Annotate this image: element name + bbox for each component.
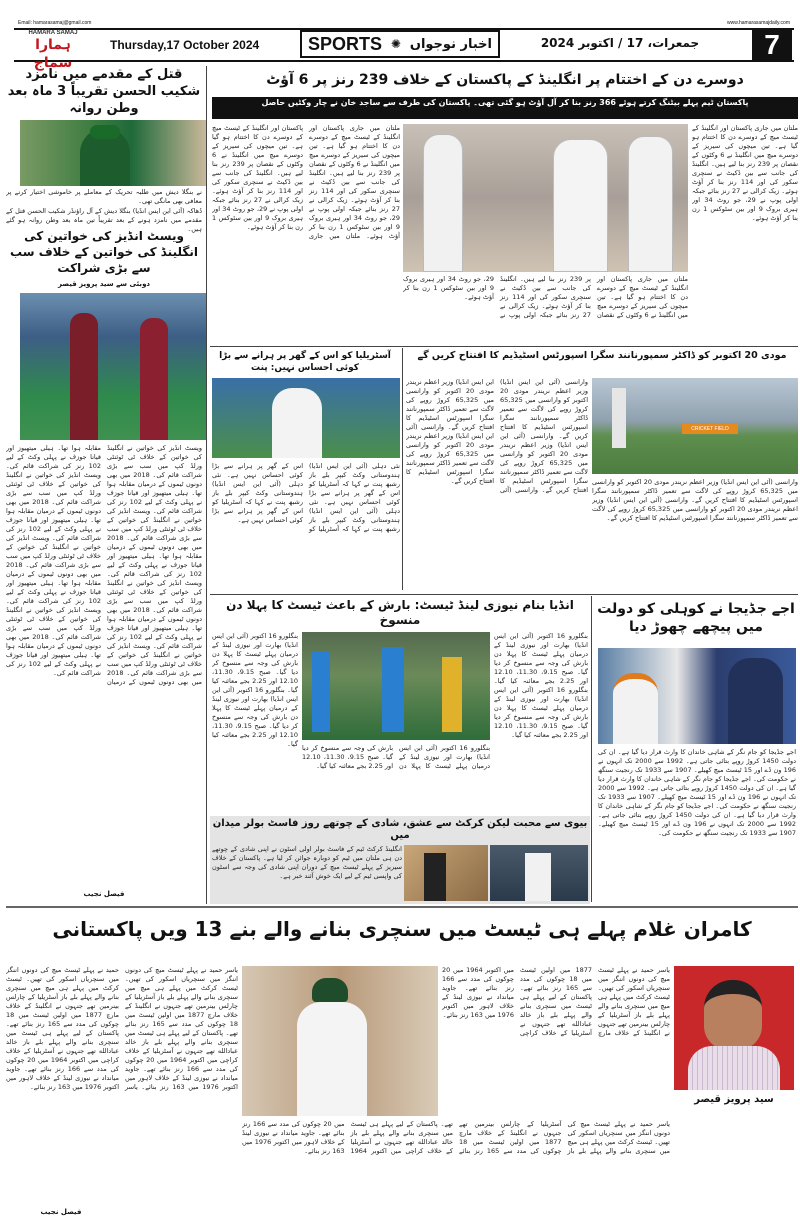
flower-icon: ✺ (390, 37, 401, 51)
divider (210, 346, 798, 347)
kamran-headline: کامران غلام پہلے ہی ٹیسٹ میں سنچری بنانے والے بنے 13 ویں پاکستانی (52, 917, 752, 941)
westindies-text: ویسٹ انڈیز کی خواتین نے انگلینڈ کی خواتین کے خلاف ٹی ٹوئنٹی ورلڈ کپ میں سب سے بڑی شراکت قائم کی۔ 2018 میں بھی دونوں ٹیموں کے درمیان مقابلہ ہوا تھا۔ ہیلی میتھیوز اور قیانا جوزف نے پہلی وکٹ کے لیے 102 رنز کی شراکت قائم کی۔ (107, 444, 202, 515)
kamran-photo (242, 966, 438, 1116)
modi-text: وارانسی (آئی این ایس انڈیا) وزیر اعظم نریندر مودی 20 اکتوبر کو وارانسی میں 65,325 کروڑ روپے کی لاگت سے تعمیر ڈاکٹر سمپورنانند سگرا اسپورٹس اسٹیڈیم کا افتتاح کریں گے۔ (406, 378, 539, 494)
main-body-left (212, 124, 400, 342)
kamran-body-left (6, 966, 238, 1204)
australia-headline: آسٹریلیا کو اس کے گھر پر ہرانے سے بڑا کوئی احساس نہیں: پنت (219, 351, 391, 373)
main-text: ملتان میں جاری پاکستان اور انگلینڈ کے ٹیسٹ میچ کے دوسرے دن کا اختتام ہو گیا ہے۔ تین میچوں کی سیریز کے دوسرے میچ میں انگلینڈ نے 6 وکٹوں کے نقصان پر 239 رنز بنا لیے ہیں۔ انگلینڈ کی جانب سے بین ڈکیٹ نے سنچری سکور کی اور 114 رنز بنا کر آؤٹ ہوئے۔ زیک کرالی نے 27 رنز بنائے جبکہ اولی پوپ نے 29، جو روٹ 34 اور ہیری بروک 9 اور بین سٹوکس 1 رن بنا کر آؤٹ ہوئے۔ (212, 124, 361, 240)
main-strapline: پاکستان ٹیم پہلے بیٹنگ کرتے ہوئے 366 رنز بنا کر آل آؤٹ ہو گئی تھی۔ پاکستان کی طرف سے ساجد خان نے چار وکٹیں حاصل (212, 97, 798, 119)
westindies-photo (20, 293, 206, 440)
indnz-text: بنگلورو 16 اکتوبر (آئی این ایس انڈیا) بھارت اور نیوزی لینڈ کے درمیان پہلے ٹیسٹ کا پہلا دن بارش کی وجہ سے منسوخ کر دیا گیا۔ صبح 9.15، 11.30، 12.10 اور 2.25 بجے معائنہ کیا گیا۔ (212, 686, 298, 748)
westindies-byline: دوبئی سے سید پرویز قیصر (57, 280, 151, 288)
section-english: SPORTS (308, 33, 383, 54)
modi-body (406, 378, 588, 590)
modi-text: وارانسی (آئی این ایس انڈیا) وزیر اعظم نریندر مودی 20 اکتوبر کو وارانسی میں 65,325 کروڑ روپے کی لاگت سے تعمیر ڈاکٹر سمپورنانند سگرا اسپورٹس اسٹیڈیم کا افتتاح کریں گے۔ (500, 432, 588, 494)
stadium-sign: CRICKET FIELD (682, 424, 738, 434)
section-urdu: اخبار نوجواں (409, 36, 492, 52)
stadium-photo (592, 378, 798, 474)
logo-urdu: ہمارا سماج (33, 37, 73, 71)
masthead-email: Email: hamarasamaj@gmail.com (18, 20, 92, 26)
main-text: ملتان میں جاری پاکستان اور انگلینڈ کے ٹیسٹ میچ کے دوسرے دن کا اختتام ہو گیا ہے۔ تین میچوں کی سیریز کے دوسرے میچ میں انگلینڈ نے 6 وکٹوں کے نقصان پر 239 رنز بنا لیے ہیں۔ انگلینڈ کی جانب سے بین ڈکیٹ نے سنچری سکور کی اور 114 رنز بنا کر آؤٹ ہوئے۔ زیک کرالی نے 27 رنز بنائے جبکہ اولی پوپ نے 29، جو روٹ 34 اور ہیری بروک 9 اور بین سٹوکس 1 رن بنا کر آؤٹ ہوئے۔ (403, 275, 688, 319)
bowler-photo (490, 845, 588, 901)
westindies-text: ویسٹ انڈیز کی خواتین نے انگلینڈ کی خواتین کے خلاف ٹی ٹوئنٹی ورلڈ کپ میں سب سے بڑی شراکت قائم کی۔ 2018 میں بھی دونوں ٹیموں کے درمیان مقابلہ ہوا تھا۔ ہیلی میتھیوز اور قیانا جوزف نے پہلی وکٹ کے لیے 102 رنز کی شراکت قائم کی۔ (6, 534, 101, 605)
australia-text: نئی دہلی (آئی این ایس انڈیا) ہندوستانی وکٹ کیپر بلے باز رشبھ پنت نے کہا کہ آسٹریلیا کو اس کے گھر پر ہرانے سے بڑا کوئی احساس نہیں ہے۔ (212, 462, 400, 533)
modi-text: وارانسی (آئی این ایس انڈیا) وزیر اعظم نریندر مودی 20 اکتوبر کو وارانسی میں 65,325 کروڑ روپے کی لاگت سے تعمیر ڈاکٹر سمپورنانند سگرا اسپورٹس اسٹیڈیم کا افتتاح کریں گے۔ (592, 478, 798, 504)
main-body-right (692, 124, 798, 342)
kamran-body-lower (242, 1120, 670, 1222)
date-urdu: جمعرات، 17 / اکتوبر 2024 (540, 36, 700, 50)
jadeja-text: اجے جڈیجا کو جام نگر کے شاہی خاندان کا وارث قرار دیا گیا ہے۔ ان کی دولت 1450 کروڑ روپے بتائی جاتی ہے۔ 1992 سے 2000 تک انہوں نے 196 ون ڈے اور 15 ٹیسٹ میچ کھیلے۔ 1907 سے 1933 تک رنجیت سنگھ نے حکومت کی۔ (598, 748, 796, 783)
shakib-body: ڈھاکہ (آئی این ایس انڈیا) بنگلا دیش کے آل راؤنڈر شکیب الحسن قتل کے مقدمے میں نامزد ہونے کے بعد تقریباً تین ماہ بعد وطن روانہ ہو گئے ہیں۔ (6, 207, 202, 233)
modi-text: وارانسی (آئی این ایس انڈیا) وزیر اعظم نریندر مودی 20 اکتوبر کو وارانسی میں 65,325 کروڑ روپے کی لاگت سے تعمیر ڈاکٹر سمپورنانند سگرا اسپورٹس اسٹیڈیم کا افتتاح کریں گے۔ (592, 496, 798, 522)
indnz-text: بنگلورو 16 اکتوبر (آئی این ایس انڈیا) بھارت اور نیوزی لینڈ کے درمیان پہلے ٹیسٹ کا پہلا دن بارش کی وجہ سے منسوخ کر دیا گیا۔ صبح 9.15، 11.30، 12.10 اور 2.25 بجے معائنہ کیا گیا۔ (494, 686, 588, 739)
indnz-photo (302, 632, 490, 740)
indnz-body-middle (302, 744, 490, 812)
modi-text: وارانسی (آئی این ایس انڈیا) وزیر اعظم نریندر مودی 20 اکتوبر کو وارانسی میں 65,325 کروڑ روپے کی لاگت سے تعمیر ڈاکٹر سمپورنانند سگرا اسپورٹس اسٹیڈیم کا افتتاح کریں گے۔ (406, 423, 495, 485)
indnz-text: بنگلورو 16 اکتوبر (آئی این ایس انڈیا) بھارت اور نیوزی لینڈ کے درمیان پہلے ٹیسٹ کا پہلا دن بارش کی وجہ سے منسوخ کر دیا گیا۔ صبح 9.15، 11.30، 12.10 اور 2.25 بجے معائنہ کیا گیا۔ (494, 632, 588, 685)
bride-text: انگلینڈ کرکٹ ٹیم کے فاسٹ بولر اولی اسٹون نے اپنی شادی کے چوتھے دن ہی ملتان میں ٹیم کو دوبارہ جوائن کر لیا ہے۔ پاکستان کے خلاف سیریز کے پہلے ٹیسٹ میچ کے دوران اپنی شادی کی وجہ سے اسٹون کی واپسی ٹیم کے لیے ایک خوش آئند خبر ہے۔ (212, 845, 402, 880)
newspaper-logo (18, 30, 88, 71)
divider (6, 906, 798, 908)
main-body-middle (403, 275, 688, 343)
section-title (300, 30, 500, 58)
jadeja-body (598, 748, 796, 902)
shakib-caption: نے بنگلا دیش میں طلبہ تحریک کے معاملے پر خاموشی اختیار کرنے پر معافی بھی مانگی تھی۔ (6, 188, 202, 205)
wedding-photo (404, 845, 488, 901)
westindies-footer: فیصل نجیب (83, 890, 125, 898)
kamran-body-upper (442, 966, 670, 1116)
indnz-body-left (212, 632, 298, 812)
indnz-body-right (494, 632, 588, 812)
indnz-text: بنگلورو 16 اکتوبر (آئی این ایس انڈیا) بھارت اور نیوزی لینڈ کے درمیان پہلے ٹیسٹ کا پہلا دن بارش کی وجہ سے منسوخ کر دیا گیا۔ صبح 9.15، 11.30، 12.10 اور 2.25 بجے معائنہ کیا گیا۔ (302, 744, 490, 770)
jadeja-text: اجے جڈیجا کو جام نگر کے شاہی خاندان کا وارث قرار دیا گیا ہے۔ ان کی دولت 1450 کروڑ روپے بتائی جاتی ہے۔ 1992 سے 2000 تک انہوں نے 196 ون ڈے اور 15 ٹیسٹ میچ کھیلے۔ 1907 سے 1933 تک رنجیت سنگھ نے حکومت کی۔ (598, 802, 796, 837)
indnz-headline: انڈیا بنام نیوزی لینڈ ٹیسٹ: بارش کے باعث ٹیسٹ کا پہلا دن منسوخ (226, 598, 574, 627)
kamran-text: یاسر حمید نے پہلے ٹیسٹ میچ کی دونوں اننگز میں سنچریاں اسکور کی تھیں۔ ٹیسٹ کرکٹ میں پہلے ہی میچ میں سنچری بنانے والے پہلے بلے باز آسٹریلیا کے چارلس بینرمین تھے جنہوں نے انگلینڈ کے خلاف مارچ 1877 میں اولین ٹیسٹ میں 18 چوکوں کی مدد سے 165 رنز بنائے تھے۔ پاکستان کے لیے پہلے ہی ٹیسٹ میں سنچری بنانے والے پہلے بلے باز خالد عبادالله تھے جنہوں نے آسٹریلیا کے خلاف کراچی میں اکتوبر 1964 میں 20 چوکوں کی مدد سے 166 رنز بنائے تھے۔ جاوید میانداد نے نیوزی لینڈ کے خلاف لاہور میں اکتوبر 1976 میں 163 رنز بنائے۔ (242, 1120, 670, 1155)
bride-headline: بیوی سے محبت لیکن کرکٹ سے عشق، شادی کے چوتھے روز فاسٹ بولر میدان میں (212, 818, 588, 841)
main-photo (403, 124, 688, 272)
westindies-text: ویسٹ انڈیز کی خواتین نے انگلینڈ کی خواتین کے خلاف ٹی ٹوئنٹی ورلڈ کپ میں سب سے بڑی شراکت قائم کی۔ 2018 میں بھی دونوں ٹیموں کے درمیان مقابلہ ہوا تھا۔ ہیلی میتھیوز اور قیانا جوزف نے پہلی وکٹ کے لیے 102 رنز کی شراکت قائم کی۔ (107, 579, 202, 650)
pant-photo (212, 378, 400, 458)
masthead-website: www.hamarasamajdaily.com (727, 20, 790, 26)
date-english: Thursday,17 October 2024 (110, 38, 260, 52)
main-headline: دوسرے دن کے اختتام پر انگلینڈ کے پاکستان کے خلاف 239 رنز پر 6 آؤٹ (266, 72, 744, 88)
australia-text: نئی دہلی (آئی این ایس انڈیا) ہندوستانی وکٹ کیپر بلے باز رشبھ پنت نے کہا کہ آسٹریلیا کو اس کے گھر پر ہرانے سے بڑا کوئی احساس نہیں ہے۔ (212, 471, 303, 524)
westindies-headline: ویسٹ انڈیز کی خواتین کی انگلینڈ کی خواتین کے خلاف سب سے بڑی شراکت (10, 229, 198, 275)
westindies-text: ویسٹ انڈیز کی خواتین نے انگلینڈ کی خواتین کے خلاف ٹی ٹوئنٹی ورلڈ کپ میں سب سے بڑی شراکت قائم کی۔ 2018 میں بھی دونوں ٹیموں کے درمیان مقابلہ ہوا تھا۔ ہیلی میتھیوز اور قیانا جوزف نے پہلی وکٹ کے لیے 102 رنز کی شراکت قائم کی۔ (6, 606, 101, 677)
column-divider (402, 348, 403, 590)
westindies-text: ویسٹ انڈیز کی خواتین نے انگلینڈ کی خواتین کے خلاف ٹی ٹوئنٹی ورلڈ کپ میں سب سے بڑی شراکت قائم کی۔ 2018 میں بھی دونوں ٹیموں کے درمیان مقابلہ ہوا تھا۔ ہیلی میتھیوز اور قیانا جوزف نے پہلی وکٹ کے لیے 102 رنز کی شراکت قائم کی۔ (6, 444, 202, 686)
westindies-body (6, 444, 202, 884)
logo-english: HAMARA SAMAJ (28, 30, 78, 36)
bride-body (212, 845, 402, 902)
westindies-text: ویسٹ انڈیز کی خواتین نے انگلینڈ کی خواتین کے خلاف ٹی ٹوئنٹی ورلڈ کپ میں سب سے بڑی شراکت قائم کی۔ 2018 میں بھی دونوں ٹیموں کے درمیان مقابلہ ہوا تھا۔ ہیلی میتھیوز اور قیانا جوزف نے پہلی وکٹ کے لیے 102 رنز کی شراکت قائم کی۔ (6, 471, 102, 542)
author-photo (674, 966, 794, 1090)
kamran-footer: فیصل نجیب (40, 1208, 82, 1216)
shakib-headline: قتل کے مقدمے میں نامزد شکیب الحسن تقریباً 3 ماہ بعد وطن روانہ (7, 67, 201, 116)
jadeja-headline: اجے جڈیجا نے کوہلی کو دولت میں پیچھے چھوڑ دیا (597, 601, 795, 635)
column-divider (206, 66, 207, 904)
page-number: 7 (752, 30, 792, 60)
kamran-text: یاسر حمید نے پہلے ٹیسٹ میچ کی دونوں اننگز میں سنچریاں اسکور کی تھیں۔ ٹیسٹ کرکٹ میں پہلے ہی میچ میں سنچری بنانے والے پہلے بلے باز آسٹریلیا کے چارلس بینرمین تھے جنہوں نے انگلینڈ کے خلاف مارچ 1877 میں اولین ٹیسٹ میں 18 چوکوں کی مدد سے 165 رنز بنائے تھے۔ پاکستان کے لیے پہلے ہی ٹیسٹ میں سنچری بنانے والے پہلے بلے باز خالد عبادالله تھے جنہوں نے آسٹریلیا کے خلاف کراچی میں اکتوبر 1964 میں 20 چوکوں کی مدد سے 166 رنز بنائے تھے۔ جاوید میانداد نے نیوزی لینڈ کے خلاف لاہور میں اکتوبر 1976 میں 163 رنز بنائے۔ (442, 966, 670, 1037)
kamran-text: یاسر حمید نے پہلے ٹیسٹ میچ کی دونوں اننگز میں سنچریاں اسکور کی تھیں۔ ٹیسٹ کرکٹ میں پہلے ہی میچ میں سنچری بنانے والے پہلے بلے باز آسٹریلیا کے چارلس بینرمین تھے جنہوں نے انگلینڈ کے خلاف مارچ 1877 میں اولین ٹیسٹ میں 18 چوکوں کی مدد سے 165 رنز بنائے تھے۔ پاکستان کے لیے پہلے ہی ٹیسٹ میں سنچری بنانے والے پہلے بلے باز خالد عبادالله تھے جنہوں نے آسٹریلیا کے خلاف کراچی میں اکتوبر 1964 میں 20 چوکوں کی مدد سے 166 رنز بنائے تھے۔ جاوید میانداد نے نیوزی لینڈ کے خلاف لاہور میں اکتوبر 1976 میں 163 رنز بنائے۔ (125, 966, 238, 1091)
jadeja-text: اجے جڈیجا کو جام نگر کے شاہی خاندان کا وارث قرار دیا گیا ہے۔ ان کی دولت 1450 کروڑ روپے بتائی جاتی ہے۔ 1992 سے 2000 تک انہوں نے 196 ون ڈے اور 15 ٹیسٹ میچ کھیلے۔ 1907 سے 1933 تک رنجیت سنگھ نے حکومت کی۔ (598, 775, 796, 810)
modi-body-right (592, 478, 798, 590)
divider (210, 594, 798, 595)
modi-text: وارانسی (آئی این ایس انڈیا) وزیر اعظم نریندر مودی 20 اکتوبر کو وارانسی میں 65,325 کروڑ روپے کی لاگت سے تعمیر ڈاکٹر سمپورنانند سگرا اسپورٹس اسٹیڈیم کا افتتاح کریں گے۔ (500, 378, 588, 440)
main-text: ملتان میں جاری پاکستان اور انگلینڈ کے ٹیسٹ میچ کے دوسرے دن کا اختتام ہو گیا ہے۔ تین میچوں کی سیریز کے دوسرے میچ میں انگلینڈ نے 6 وکٹوں کے نقصان پر 239 رنز بنا لیے ہیں۔ انگلینڈ کی جانب سے بین ڈکیٹ نے سنچری سکور کی اور 114 رنز بنا کر آؤٹ ہوئے۔ زیک کرالی نے 27 رنز بنائے جبکہ اولی پوپ نے 29، جو روٹ 34 اور ہیری بروک 9 اور بین سٹوکس 1 رن بنا کر آؤٹ ہوئے۔ (692, 124, 798, 222)
indnz-text: بنگلورو 16 اکتوبر (آئی این ایس انڈیا) بھارت اور نیوزی لینڈ کے درمیان پہلے ٹیسٹ کا پہلا دن بارش کی وجہ سے منسوخ کر دیا گیا۔ صبح 9.15، 11.30، 12.10 اور 2.25 بجے معائنہ کیا گیا۔ (212, 632, 298, 694)
shakib-photo (20, 120, 206, 186)
kamran-text: یاسر حمید نے پہلے ٹیسٹ میچ کی دونوں اننگز میں سنچریاں اسکور کی تھیں۔ ٹیسٹ کرکٹ میں پہلے ہی میچ میں سنچری بنانے والے پہلے بلے باز آسٹریلیا کے چارلس بینرمین تھے جنہوں نے انگلینڈ کے خلاف مارچ 1877 میں اولین ٹیسٹ میں 18 چوکوں کی مدد سے 165 رنز بنائے تھے۔ پاکستان کے لیے پہلے ہی ٹیسٹ میں سنچری بنانے والے پہلے بلے باز خالد عبادالله تھے جنہوں نے آسٹریلیا کے خلاف کراچی میں اکتوبر 1964 میں 20 چوکوں کی مدد سے 166 رنز بنائے تھے۔ جاوید میانداد نے نیوزی لینڈ کے خلاف لاہور میں اکتوبر 1976 میں 163 رنز بنائے۔ (6, 966, 138, 1091)
australia-body (212, 462, 400, 590)
main-text: ملتان میں جاری پاکستان اور انگلینڈ کے ٹیسٹ میچ کے دوسرے دن کا اختتام ہو گیا ہے۔ تین میچوں کی سیریز کے دوسرے میچ میں انگلینڈ نے 6 وکٹوں کے نقصان پر 239 رنز بنا لیے ہیں۔ انگلینڈ کی جانب سے بین ڈکیٹ نے سنچری سکور کی اور 114 رنز بنا کر آؤٹ ہوئے۔ زیک کرالی نے 27 رنز بنائے جبکہ اولی پوپ نے 29، جو روٹ 34 اور ہیری بروک 9 اور بین سٹوکس 1 رن بنا کر آؤٹ ہوئے۔ (309, 124, 400, 240)
jadeja-photo (598, 648, 796, 744)
column-divider (591, 596, 592, 902)
westindies-text: ویسٹ انڈیز کی خواتین نے انگلینڈ کی خواتین کے خلاف ٹی ٹوئنٹی ورلڈ کپ میں سب سے بڑی شراکت قائم کی۔ 2018 میں بھی دونوں ٹیموں کے درمیان مقابلہ ہوا تھا۔ ہیلی میتھیوز اور قیانا جوزف نے پہلی وکٹ کے لیے 102 رنز کی شراکت قائم کی۔ (107, 507, 202, 578)
australia-text: نئی دہلی (آئی این ایس انڈیا) ہندوستانی وکٹ کیپر بلے باز رشبھ پنت نے کہا کہ آسٹریلیا کو اس کے گھر پر ہرانے سے بڑا کوئی احساس نہیں ہے۔ (309, 462, 400, 506)
author-name: سید پرویز قیصر (694, 1094, 774, 1105)
modi-headline: مودی 20 اکتوبر کو ڈاکٹر سمپورنانند سگرا اسپورٹس اسٹیڈیم کا افتتاح کریں گے (417, 350, 787, 361)
